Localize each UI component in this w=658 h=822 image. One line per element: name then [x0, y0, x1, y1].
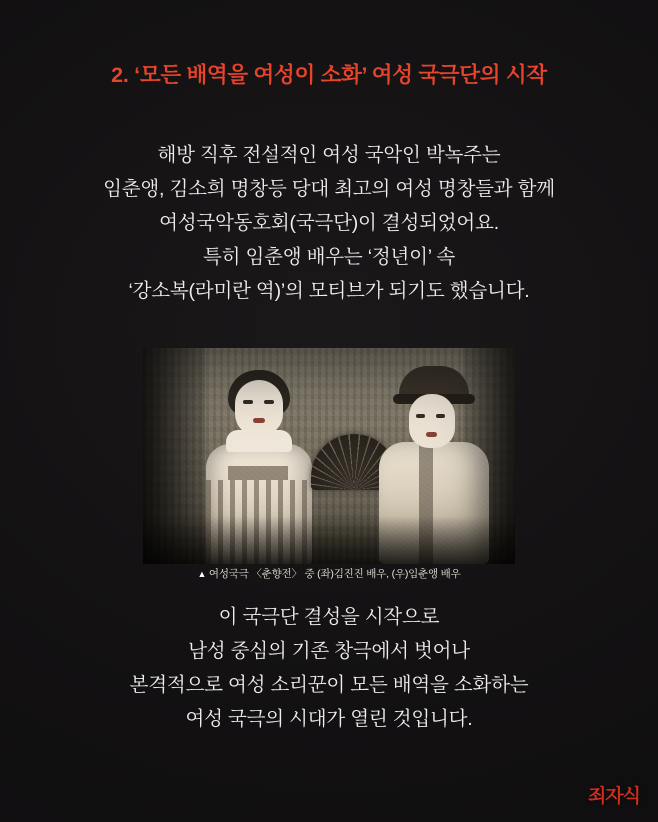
historical-photo-image — [143, 348, 515, 564]
paragraph-bottom-line: 남성 중심의 기존 창극에서 벗어나 — [188, 640, 470, 662]
paragraph-top-line: ‘강소복(라미란 역)’의 모티브가 되기도 했습니다. — [128, 280, 530, 302]
page-title: 2. ‘모든 배역을 여성이 소화’ 여성 국극단의 시작 — [111, 63, 547, 87]
photo-figure — [143, 348, 515, 564]
caption-text: 여성국극 〈춘향전〉 중 (좌)김진진 배우, (우)임춘앵 배우 — [208, 568, 461, 580]
caption-marker-icon: ▲ — [197, 569, 207, 579]
paragraph-bottom — [0, 600, 658, 736]
paragraph-top-line: 여성국악동호회(국극단)이 결성되었어요. — [159, 212, 499, 234]
paragraph-top-line: 해방 직후 전설적인 여성 국악인 박녹주는 — [157, 144, 501, 166]
paragraph-bottom-line: 여성 국극의 시대가 열린 것입니다. — [185, 708, 473, 730]
photo-vignette — [143, 348, 515, 564]
paragraph-top-line: 특히 임춘앵 배우는 ‘정년이’ 속 — [202, 246, 456, 268]
paragraph-top-line: 임춘앵, 김소희 명창등 당대 최고의 여성 명창들과 함께 — [103, 178, 555, 200]
paragraph-top — [0, 138, 658, 308]
brand-watermark: 죄자식 — [587, 786, 640, 807]
paragraph-bottom-line: 본격적으로 여성 소리꾼이 모든 배역을 소화하는 — [129, 674, 529, 696]
photo-caption — [0, 566, 658, 581]
paragraph-bottom-line: 이 국극단 결성을 시작으로 — [218, 606, 440, 628]
